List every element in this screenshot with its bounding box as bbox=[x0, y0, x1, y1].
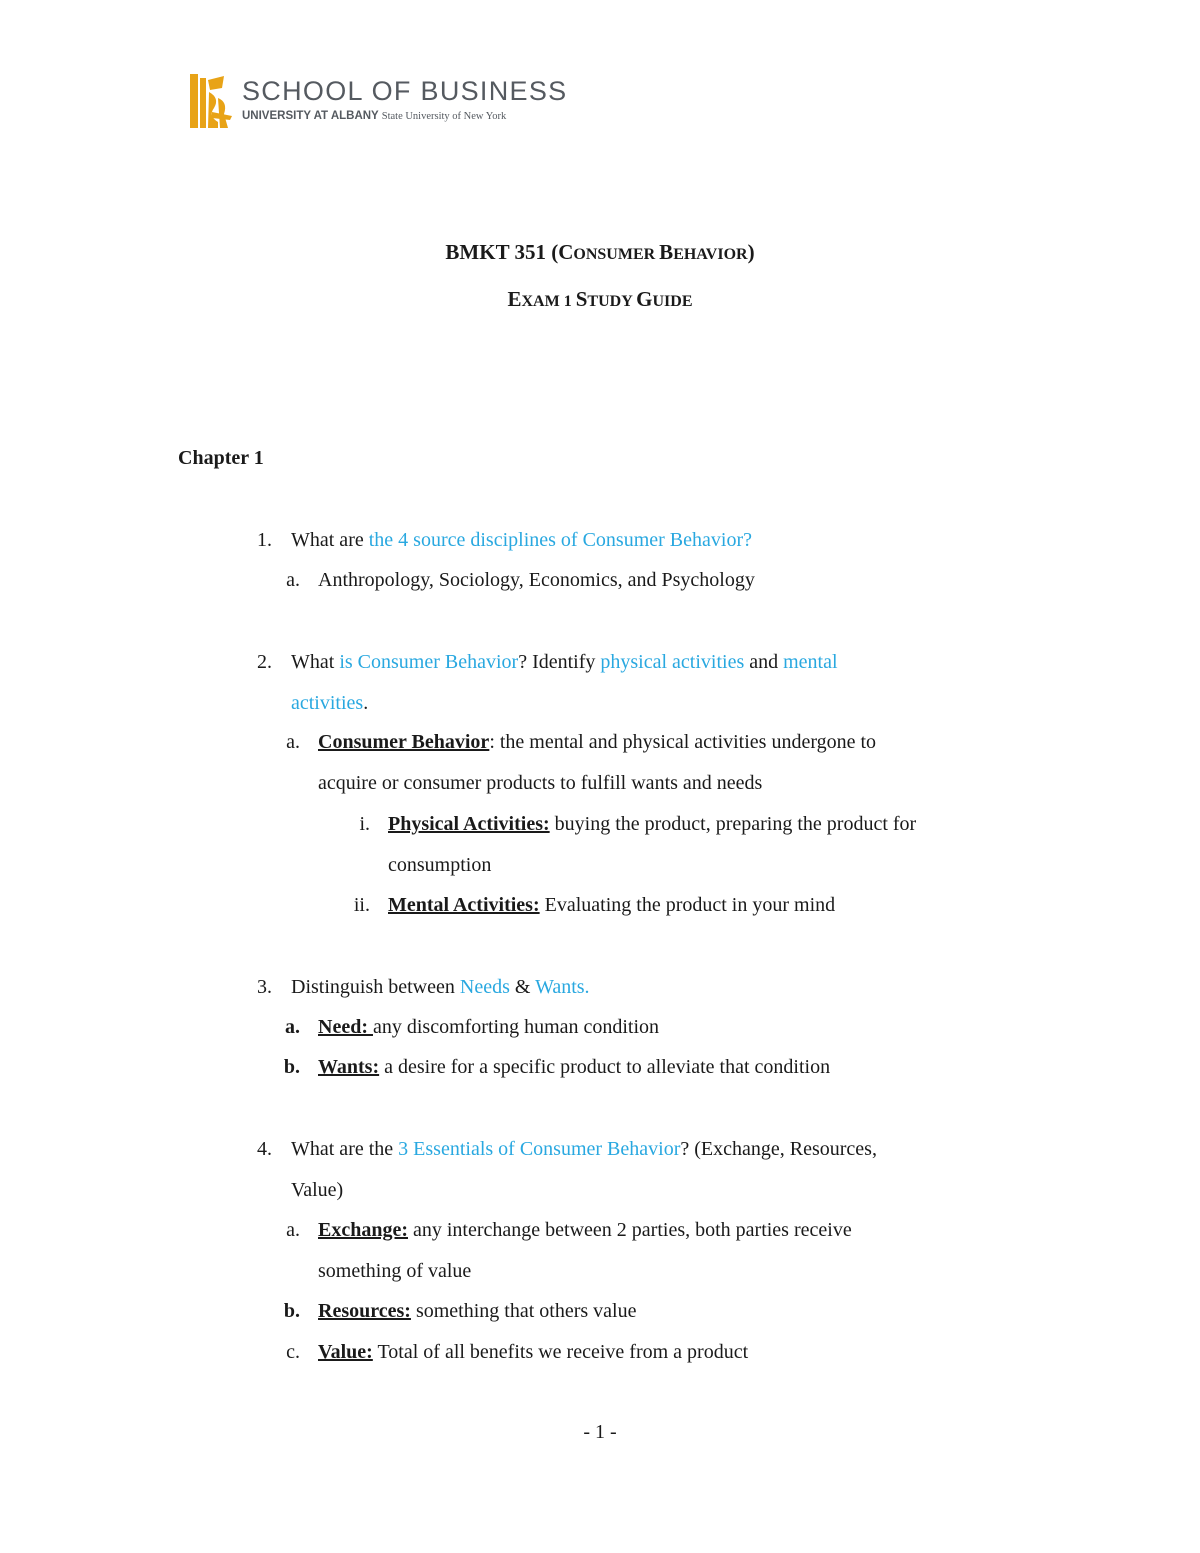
q2-a-text-cont: acquire or consumer products to fulfill wants and needs bbox=[318, 772, 763, 794]
q4-a-text-cont: something of value bbox=[318, 1260, 472, 1282]
q4-number: 4. bbox=[257, 1138, 272, 1160]
q3-a-label: a. bbox=[285, 1016, 300, 1038]
school-logo bbox=[188, 72, 568, 132]
q2-i-label: i. bbox=[359, 813, 370, 835]
q3-b-label: b. bbox=[283, 1056, 300, 1078]
q2-a-label: a. bbox=[286, 731, 300, 753]
q2-i-text: Physical Activities: buying the product, preparing the product for bbox=[388, 813, 917, 835]
chapter-heading: Chapter 1 bbox=[178, 447, 264, 469]
q4-b-label: b. bbox=[283, 1300, 300, 1322]
q2-a-text: Consumer Behavior: the mental and physical activities undergone to bbox=[318, 731, 877, 753]
q4-a-label: a. bbox=[286, 1219, 300, 1241]
q1-text: What are the 4 source disciplines of Consumer Behavior? bbox=[291, 529, 752, 551]
page-number: - 1 - bbox=[583, 1421, 617, 1443]
q3-a-text: Need: any discomforting human condition bbox=[318, 1016, 660, 1038]
q4-b-text: Resources: something that others value bbox=[318, 1300, 637, 1322]
q1-number: 1. bbox=[257, 529, 272, 551]
albany-column-icon bbox=[188, 72, 234, 130]
q3-text: Distinguish between Needs & Wants. bbox=[291, 976, 590, 998]
course-title: BMKT 351 (CONSUMER BEHAVIOR) bbox=[445, 240, 755, 264]
q4-text-cont: Value) bbox=[291, 1179, 344, 1201]
q1-a-text: Anthropology, Sociology, Economics, and Psychology bbox=[318, 569, 755, 591]
q3-b-text: Wants: a desire for a specific product to alleviate that condition bbox=[318, 1056, 831, 1078]
logo-university: UNIVERSITY AT ALBANY State University of New York bbox=[242, 110, 507, 122]
q2-number: 2. bbox=[257, 651, 272, 673]
q4-c-label: c. bbox=[286, 1341, 300, 1363]
q2-text-cont: activities. bbox=[291, 692, 369, 714]
document-subtitle: EXAM 1 STUDY GUIDE bbox=[507, 287, 693, 311]
q4-c-text: Value: Total of all benefits we receive from a product bbox=[318, 1341, 749, 1363]
q2-ii-label: ii. bbox=[353, 894, 370, 916]
q2-text: What is Consumer Behavior? Identify physical activities and mental bbox=[291, 651, 838, 673]
q2-i-text-cont: consumption bbox=[388, 854, 492, 876]
q4-a-text: Exchange: any interchange between 2 parties, both parties receive bbox=[318, 1219, 852, 1241]
q3-number: 3. bbox=[257, 976, 272, 998]
q1-a-label: a. bbox=[286, 569, 300, 591]
q2-ii-text: Mental Activities: Evaluating the product in your mind bbox=[388, 894, 836, 916]
q4-text: What are the 3 Essentials of Consumer Behavior? (Exchange, Resources, bbox=[291, 1138, 877, 1160]
logo-title: SCHOOL OF BUSINESS bbox=[242, 76, 568, 106]
